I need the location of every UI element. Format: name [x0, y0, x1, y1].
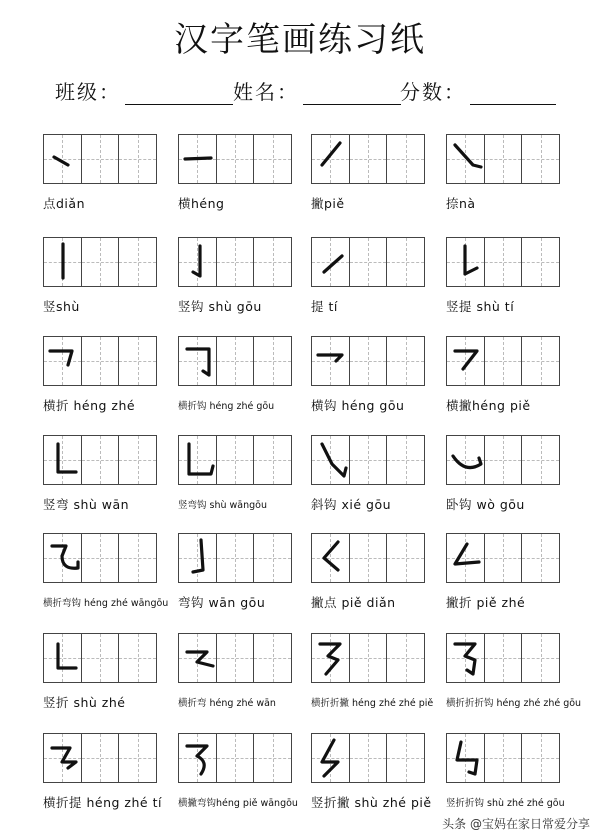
practice-square[interactable] [254, 634, 291, 682]
stroke-label: 横撇héng piě [446, 398, 531, 413]
practice-square[interactable] [217, 534, 255, 582]
stroke-cell [311, 533, 425, 611]
class-blank-line[interactable] [125, 84, 233, 105]
example-square [179, 436, 217, 484]
stroke-cell [446, 733, 565, 809]
stroke-label: 横折弯 héng zhé wān [178, 698, 276, 709]
shuwan-stroke-icon [44, 436, 82, 483]
stroke-label: 提 tí [311, 299, 338, 314]
hengpiewangou-stroke-icon [179, 734, 217, 781]
example-square [44, 534, 82, 582]
tianzige-grid [446, 435, 560, 485]
pie-stroke-icon [312, 135, 350, 182]
tianzige-grid [311, 134, 425, 184]
tianzige-grid [178, 336, 292, 386]
practice-square[interactable] [350, 534, 388, 582]
shuti-stroke-icon [447, 238, 485, 285]
wogou-stroke-icon [447, 436, 485, 483]
tianzige-grid [446, 533, 560, 583]
stroke-cell [311, 134, 425, 212]
stroke-cell [178, 533, 292, 611]
stroke-cell [446, 336, 560, 414]
stroke-cell [178, 633, 292, 709]
class-label: 班级： [55, 80, 121, 104]
tianzige-grid [43, 435, 157, 485]
heng-stroke-icon [179, 135, 217, 182]
practice-square[interactable] [82, 634, 120, 682]
practice-square[interactable] [350, 337, 388, 385]
example-square [312, 135, 350, 183]
name-label: 姓名： [233, 80, 299, 104]
stroke-label: 横钩 héng gōu [311, 398, 405, 413]
tianzige-grid [178, 633, 292, 683]
example-square [179, 634, 217, 682]
stroke-cell [178, 733, 298, 809]
practice-square[interactable] [485, 436, 523, 484]
tianzige-grid [311, 435, 425, 485]
practice-square[interactable] [119, 734, 156, 782]
tianzige-grid [311, 633, 425, 683]
practice-square[interactable] [522, 337, 559, 385]
shuzhe-stroke-icon [44, 634, 82, 681]
page-title: 汉字笔画练习纸 [174, 20, 426, 60]
stroke-cell [43, 733, 162, 811]
practice-square[interactable] [485, 734, 523, 782]
example-square [179, 238, 217, 286]
tianzige-grid [311, 733, 425, 783]
practice-square[interactable] [387, 634, 424, 682]
tianzige-grid [446, 336, 560, 386]
example-square [312, 436, 350, 484]
practice-square[interactable] [485, 534, 523, 582]
shu-stroke-icon [44, 238, 82, 285]
tianzige-grid [178, 134, 292, 184]
stroke-label: 横折弯钩 héng zhé wāngōu [43, 598, 169, 609]
na-stroke-icon [447, 135, 485, 182]
hengpie-stroke-icon [447, 337, 485, 384]
tianzige-grid [178, 435, 292, 485]
stroke-label: 横撇弯钩héng piě wāngōu [178, 798, 298, 809]
ti-stroke-icon [312, 238, 350, 285]
stroke-cell [178, 336, 292, 412]
tianzige-grid [178, 533, 292, 583]
stroke-label: 横折提 héng zhé tí [43, 795, 162, 810]
shuwangou-stroke-icon [179, 436, 217, 483]
practice-square[interactable] [254, 436, 291, 484]
example-square [447, 135, 485, 183]
practice-square[interactable] [522, 135, 559, 183]
example-square [447, 337, 485, 385]
example-square [312, 337, 350, 385]
practice-square[interactable] [82, 135, 120, 183]
practice-square[interactable] [485, 337, 523, 385]
practice-square[interactable] [387, 337, 424, 385]
stroke-label: 横héng [178, 196, 225, 211]
tianzige-grid [43, 633, 157, 683]
practice-square[interactable] [82, 238, 120, 286]
practice-square[interactable] [522, 534, 559, 582]
example-square [179, 135, 217, 183]
stroke-label: 竖shù [43, 299, 80, 314]
watermark: 头条 @宝妈在家日常爱分享 [442, 817, 590, 831]
practice-square[interactable] [254, 734, 291, 782]
name-blank-line[interactable] [303, 84, 401, 105]
stroke-label: 撇piě [311, 196, 345, 211]
example-square [179, 734, 217, 782]
practice-square[interactable] [217, 634, 255, 682]
hengzhewangou-stroke-icon [44, 534, 82, 581]
stroke-cell [311, 435, 425, 513]
practice-square[interactable] [119, 337, 156, 385]
stroke-label: 竖折撇 shù zhé piě [311, 795, 432, 810]
stroke-label: 竖弯钩 shù wāngōu [178, 500, 268, 511]
practice-square[interactable] [350, 734, 388, 782]
stroke-cell [446, 134, 560, 212]
practice-square[interactable] [254, 135, 291, 183]
hengzhewan-stroke-icon [179, 634, 217, 681]
stroke-cell [311, 237, 425, 315]
example-square [44, 436, 82, 484]
practice-square[interactable] [350, 634, 388, 682]
stroke-cell [43, 633, 157, 711]
practice-square[interactable] [522, 634, 559, 682]
practice-square[interactable] [387, 135, 424, 183]
example-square [312, 534, 350, 582]
stroke-cell [43, 435, 157, 513]
practice-square[interactable] [119, 436, 156, 484]
tianzige-grid [43, 336, 157, 386]
piedian-stroke-icon [312, 534, 350, 581]
tianzige-grid [311, 237, 425, 287]
practice-square[interactable] [82, 436, 120, 484]
class-field [55, 76, 233, 105]
tianzige-grid [43, 237, 157, 287]
practice-square[interactable] [82, 337, 120, 385]
practice-square[interactable] [217, 734, 255, 782]
stroke-cell [311, 633, 434, 709]
stroke-label: 横折折撇 héng zhé zhé piě [311, 698, 434, 709]
stroke-cell [446, 633, 582, 709]
example-square [44, 634, 82, 682]
example-square [44, 734, 82, 782]
stroke-label: 竖折折钩 shù zhé zhé gōu [446, 798, 565, 809]
practice-square[interactable] [522, 436, 559, 484]
tianzige-grid [446, 633, 560, 683]
example-square [312, 734, 350, 782]
example-square [179, 337, 217, 385]
stroke-cell [43, 336, 157, 414]
stroke-cell [311, 336, 425, 414]
stroke-label: 横折钩 héng zhé gōu [178, 401, 275, 412]
practice-square[interactable] [485, 634, 523, 682]
practice-square[interactable] [82, 534, 120, 582]
shuzhepie-stroke-icon [312, 734, 350, 781]
practice-square[interactable] [217, 135, 255, 183]
stroke-label: 竖提 shù tí [446, 299, 515, 314]
tianzige-grid [178, 237, 292, 287]
dian-stroke-icon [44, 135, 82, 182]
hengzhezhezhegou-stroke-icon [447, 634, 485, 681]
example-square [312, 634, 350, 682]
example-square [44, 135, 82, 183]
practice-square[interactable] [254, 238, 291, 286]
practice-square[interactable] [387, 238, 424, 286]
stroke-cell [178, 237, 292, 315]
stroke-cell [446, 533, 560, 611]
xiegou-stroke-icon [312, 436, 350, 483]
stroke-label: 横折折折钩 héng zhé zhé gōu [446, 698, 582, 709]
practice-square[interactable] [350, 135, 388, 183]
name-field [233, 76, 401, 105]
stroke-cell [446, 435, 560, 513]
stroke-label: 横折 héng zhé [43, 398, 136, 413]
practice-square[interactable] [217, 436, 255, 484]
stroke-label: 撇折 piě zhé [446, 595, 526, 610]
practice-square[interactable] [350, 238, 388, 286]
stroke-label: 斜钩 xié gōu [311, 497, 392, 512]
example-square [447, 634, 485, 682]
stroke-cell [178, 435, 292, 511]
score-blank-line[interactable] [470, 84, 556, 105]
henggou-stroke-icon [312, 337, 350, 384]
score-label: 分数： [400, 80, 466, 104]
hengzheti-stroke-icon [44, 734, 82, 781]
practice-square[interactable] [82, 734, 120, 782]
example-square [44, 238, 82, 286]
practice-square[interactable] [387, 734, 424, 782]
stroke-label: 卧钩 wò gōu [446, 497, 525, 512]
example-square [179, 534, 217, 582]
stroke-cell [311, 733, 432, 811]
practice-square[interactable] [119, 634, 156, 682]
example-square [447, 238, 485, 286]
stroke-cell [43, 237, 157, 315]
practice-square[interactable] [119, 238, 156, 286]
shugou-stroke-icon [179, 238, 217, 285]
example-square [447, 436, 485, 484]
tianzige-grid [43, 134, 157, 184]
tianzige-grid [311, 533, 425, 583]
practice-square[interactable] [119, 534, 156, 582]
practice-square[interactable] [485, 238, 523, 286]
practice-square[interactable] [119, 135, 156, 183]
stroke-label: 竖折 shù zhé [43, 695, 126, 710]
stroke-label: 竖钩 shù gōu [178, 299, 262, 314]
stroke-cell [43, 134, 157, 212]
practice-square[interactable] [254, 534, 291, 582]
stroke-label: 点diǎn [43, 196, 85, 211]
example-square [44, 337, 82, 385]
piezhe-stroke-icon [447, 534, 485, 581]
stroke-label: 捺nà [446, 196, 476, 211]
tianzige-grid [311, 336, 425, 386]
practice-square[interactable] [387, 534, 424, 582]
tianzige-grid [43, 533, 157, 583]
example-square [312, 238, 350, 286]
practice-square[interactable] [217, 238, 255, 286]
shuzhezhegou-stroke-icon [447, 734, 485, 781]
tianzige-grid [178, 733, 292, 783]
stroke-cell [43, 533, 169, 609]
example-square [447, 534, 485, 582]
practice-square[interactable] [254, 337, 291, 385]
tianzige-grid [446, 733, 560, 783]
stroke-cell [446, 237, 560, 315]
practice-square[interactable] [485, 135, 523, 183]
practice-square[interactable] [217, 337, 255, 385]
hengzhegou-stroke-icon [179, 337, 217, 384]
practice-square[interactable] [522, 734, 559, 782]
wangou-stroke-icon [179, 534, 217, 581]
practice-square[interactable] [387, 436, 424, 484]
practice-square[interactable] [350, 436, 388, 484]
tianzige-grid [43, 733, 157, 783]
stroke-label: 弯钩 wān gōu [178, 595, 266, 610]
stroke-cell [178, 134, 292, 212]
tianzige-grid [446, 237, 560, 287]
tianzige-grid [446, 134, 560, 184]
hengzhezhepie-stroke-icon [312, 634, 350, 681]
stroke-label: 竖弯 shù wān [43, 497, 130, 512]
hengzhe-stroke-icon [44, 337, 82, 384]
score-field [400, 76, 556, 105]
example-square [447, 734, 485, 782]
practice-square[interactable] [522, 238, 559, 286]
stroke-label: 撇点 piě diǎn [311, 595, 396, 610]
